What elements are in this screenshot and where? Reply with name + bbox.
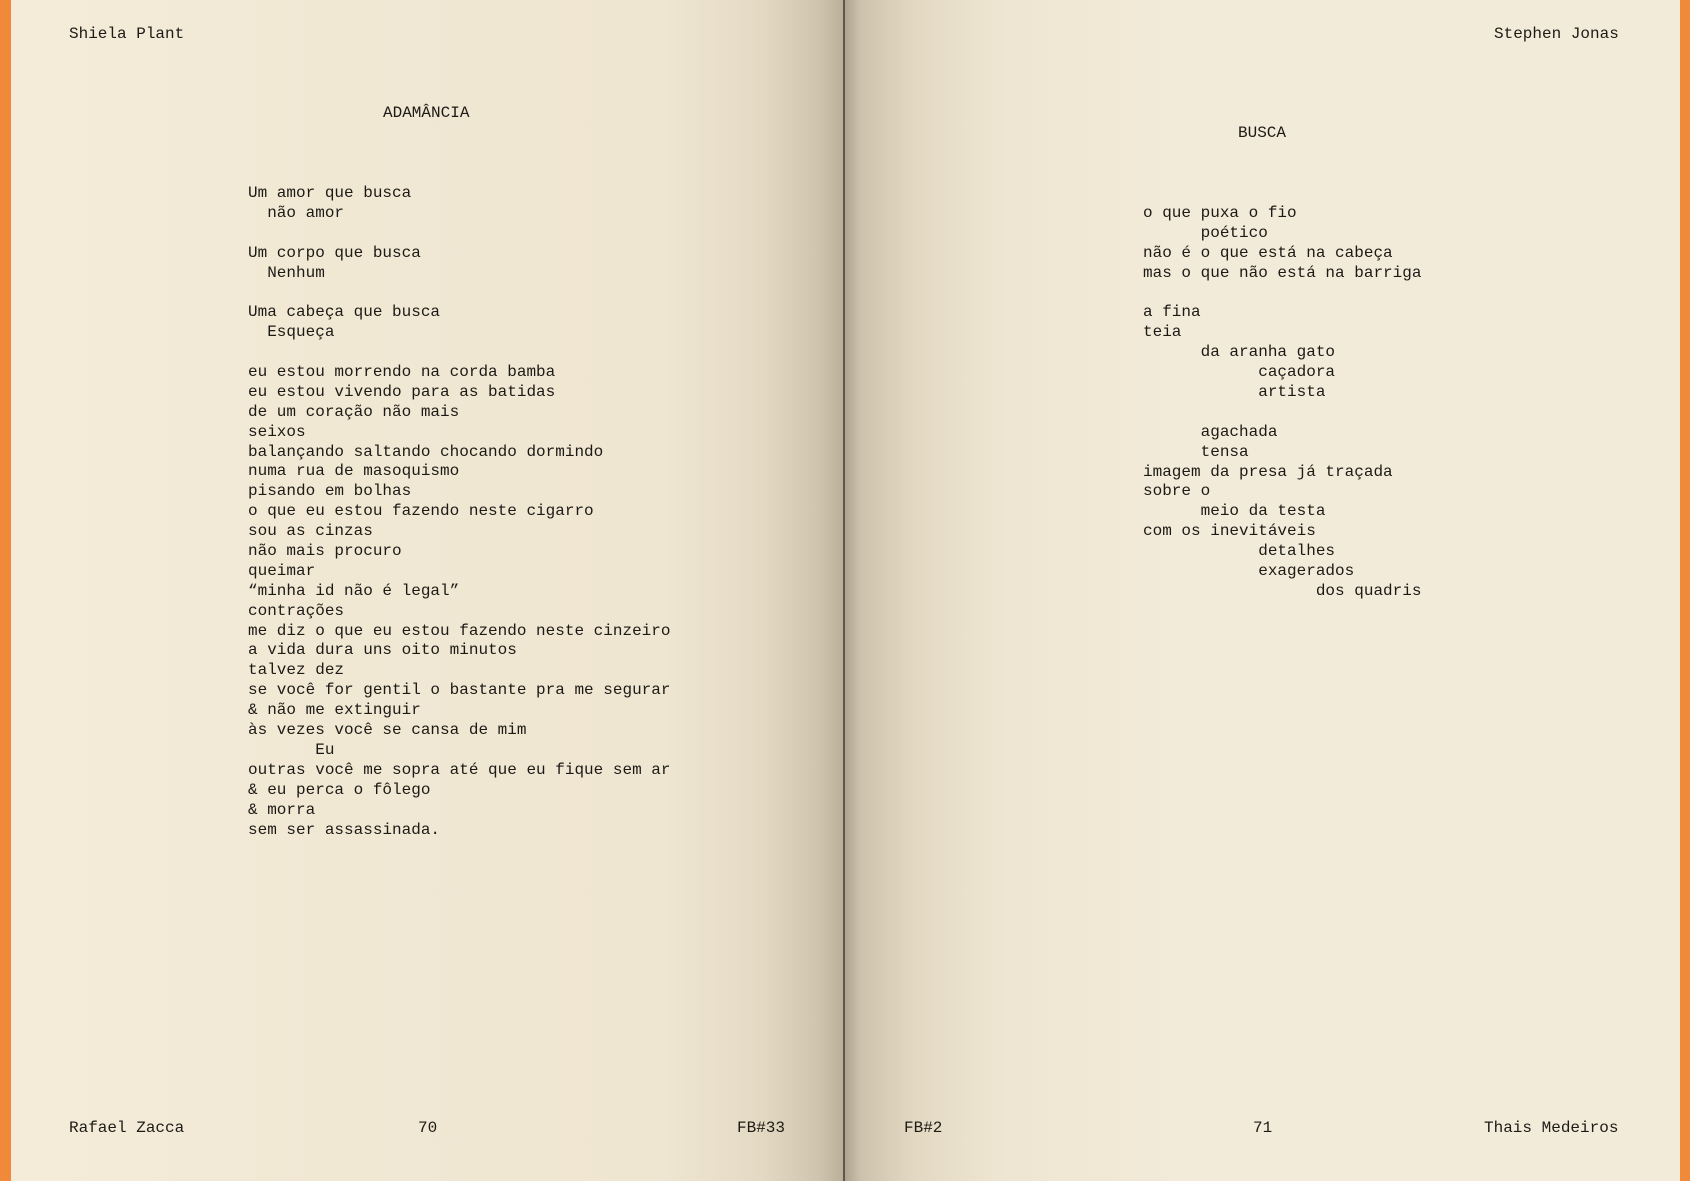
left-poem-line: se você for gentil o bastante pra me segurar (248, 681, 671, 700)
right-poem-line: sobre o (1143, 482, 1211, 501)
right-page-number: 71 (1253, 1119, 1273, 1137)
right-poem-line: não é o que está na cabeça (1143, 243, 1393, 262)
left-poem-line: contrações (248, 601, 345, 620)
right-poem-body (1143, 204, 1421, 602)
right-poem-line: teia (1143, 323, 1182, 342)
book-spine (843, 0, 845, 1181)
left-poem-line: queimar (248, 561, 316, 580)
right-poem-line: artista (1143, 383, 1326, 402)
left-poem-line: me diz o que eu estou fazendo neste cinzeiro (248, 621, 671, 640)
right-poem-line: meio da testa (1143, 502, 1326, 521)
left-poem-line (248, 224, 670, 244)
right-poem-line: dos quadris (1143, 581, 1422, 600)
left-poem-line: numa rua de masoquismo (248, 462, 460, 481)
left-issue-label: FB#33 (737, 1119, 786, 1137)
right-poem-line: caçadora (1143, 363, 1336, 382)
left-footer-translator: Rafael Zacca (69, 1119, 185, 1137)
left-poem-line: & não me extinguir (248, 701, 421, 720)
right-poem-title: BUSCA (1238, 124, 1287, 142)
left-poem-line: sou as cinzas (248, 522, 373, 541)
right-poem-line: tensa (1143, 442, 1249, 461)
left-poem-line: & morra (248, 800, 316, 819)
left-poem-line: Uma cabeça que busca (248, 303, 441, 322)
left-poem-line: Nenhum (248, 263, 325, 282)
left-poem-line (248, 283, 670, 303)
left-poem-title: ADAMÂNCIA (383, 104, 470, 122)
right-poem-line: exagerados (1143, 562, 1355, 581)
left-poem-line (248, 343, 670, 363)
left-page-number: 70 (418, 1119, 438, 1137)
left-poem-line: “minha id não é legal” (248, 581, 460, 600)
right-header-author: Stephen Jonas (1494, 25, 1619, 43)
left-poem-line: eu estou morrendo na corda bamba (248, 363, 556, 382)
left-poem-line: outras você me sopra até que eu fique sem ar (248, 760, 671, 779)
left-poem-line: a vida dura uns oito minutos (248, 641, 517, 660)
left-poem-line: o que eu estou fazendo neste cigarro (248, 502, 594, 521)
right-poem-line: mas o que não está na barriga (1143, 263, 1422, 282)
left-poem-line: Eu (248, 740, 335, 759)
left-poem-line: Esqueça (248, 323, 335, 342)
right-footer-translator: Thais Medeiros (1484, 1119, 1619, 1137)
left-poem-line: eu estou vivendo para as batidas (248, 382, 556, 401)
left-poem-line: seixos (248, 422, 306, 441)
left-poem-line: Um corpo que busca (248, 243, 421, 262)
left-poem-line: não amor (248, 203, 345, 222)
right-poem-line: agachada (1143, 422, 1278, 441)
right-poem-line (1143, 284, 1421, 304)
left-poem-line: sem ser assassinada. (248, 820, 441, 839)
right-poem-line: a fina (1143, 303, 1201, 322)
right-poem-line: imagem da presa já traçada (1143, 462, 1393, 481)
right-poem-line: com os inevitáveis (1143, 522, 1316, 541)
right-poem-line: detalhes (1143, 542, 1336, 561)
left-poem-body (248, 184, 670, 840)
right-poem-line (1143, 403, 1421, 423)
left-poem-line: Um amor que busca (248, 184, 412, 202)
right-issue-label: FB#2 (904, 1119, 943, 1137)
right-poem-line: o que puxa o fio (1143, 204, 1297, 222)
left-poem-line: às vezes você se cansa de mim (248, 721, 527, 740)
right-page (844, 0, 1680, 1181)
left-header-author: Shiela Plant (69, 25, 185, 43)
left-poem-line: balançando saltando chocando dormindo (248, 442, 604, 461)
right-poem-line: poético (1143, 223, 1268, 242)
left-poem-line: & eu perca o fôlego (248, 780, 431, 799)
right-poem-line: da aranha gato (1143, 343, 1336, 362)
left-page (11, 0, 844, 1181)
left-poem-line: de um coração não mais (248, 402, 460, 421)
left-poem-line: pisando em bolhas (248, 482, 412, 501)
left-poem-line: talvez dez (248, 661, 345, 680)
left-poem-line: não mais procuro (248, 542, 402, 561)
